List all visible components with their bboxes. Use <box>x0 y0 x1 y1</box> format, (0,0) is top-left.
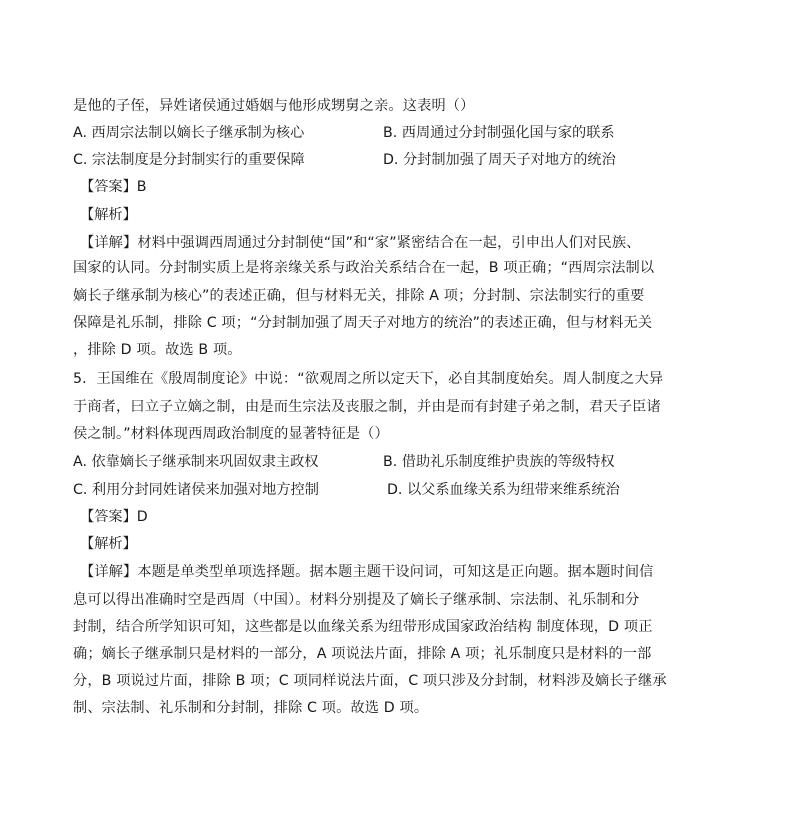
q4-stem: 是他的子侄，异姓诸侯通过婚姻与他形成甥舅之亲。这表明（） <box>73 98 475 114</box>
q5-stem-line-2: 于商者，曰立子立嫡之制，由是而生宗法及丧服之制，并由是而有封建子弟之制，君天子臣诸 <box>73 399 661 415</box>
q5-detail-line-2: 息可以得出准确时空是西周（中国）。材料分别提及了嫡长子继承制、宗法制、礼乐制和分 <box>73 592 640 608</box>
q4-detail-line-5: ，排除 D 项。故选 B 项。 <box>73 342 242 358</box>
q5-stem-line-1: 5．王国维在《殷周制度论》中说：“欲观周之所以定天下，必自其制度始矣。周人制度之大异 <box>73 371 664 387</box>
q5-detail-line-6: 制、宗法制、礼乐制和分封制，排除 C 项。故选 D 项。 <box>73 700 429 716</box>
q4-analysis-heading: 【解析】 <box>80 207 137 223</box>
q4-detail-line-1: 【详解】材料中强调西周通过分封制使“国”和“家”紧密结合在一起，引申出人们对民族、 <box>80 235 641 251</box>
q5-option-d: D. 以父系血缘关系为纽带来维系统治 <box>387 482 620 498</box>
q4-option-d: D. 分封制加强了周天子对地方的统治 <box>383 152 616 168</box>
q5-detail-line-1: 【详解】本题是单类型单项选择题。据本题主题干设问词，可知这是正向题。据本题时间信 <box>80 564 654 580</box>
q5-stem-line-3: 侯之制。”材料体现西周政治制度的显著特征是（） <box>73 426 389 442</box>
q4-option-b: B. 西周通过分封制强化国与家的联系 <box>383 125 615 141</box>
q5-option-b: B. 借助礼乐制度维护贵族的等级特权 <box>383 454 615 470</box>
q4-option-c: C. 宗法制度是分封制实行的重要保障 <box>73 152 305 168</box>
q5-detail-line-3: 封制，结合所学知识可知，这些都是以血缘关系为纽带形成国家政治结构 制度体现，D 项正 <box>73 619 653 635</box>
q4-detail-line-2: 国家的认同。分封制实质上是将亲缘关系与政治关系结合在一起，B 项正确；“西周宗法制以 <box>73 260 655 276</box>
q5-detail-line-4: 确；嫡长子继承制只是材料的一部分，A 项说法片面，排除 A 项；礼乐制度只是材料的一部 <box>73 646 652 662</box>
q5-analysis-heading: 【解析】 <box>80 536 137 552</box>
q4-detail-line-3: 嫡长子继承制为核心”的表述正确，但与材料无关，排除 A 项；分封制、宗法制实行的重要 <box>73 288 645 304</box>
q5-option-c: C. 利用分封同姓诸侯来加强对地方控制 <box>73 482 319 498</box>
q5-detail-line-5: 分，B 项说过片面，排除 B 项；C 项同样说法片面，C 项只涉及分封制，材料涉及嫡长子继承 <box>73 673 667 689</box>
q5-answer: 【答案】D <box>80 509 148 525</box>
q4-answer: 【答案】B <box>80 179 147 195</box>
q4-option-a: A. 西周宗法制以嫡长子继承制为核心 <box>73 125 305 141</box>
q5-option-a: A. 依靠嫡长子继承制来巩固奴隶主政权 <box>73 454 319 470</box>
q4-detail-line-4: 保障是礼乐制，排除 C 项；“分封制加强了周天子对地方的统治”的表述正确，但与材料无关 <box>73 315 653 331</box>
